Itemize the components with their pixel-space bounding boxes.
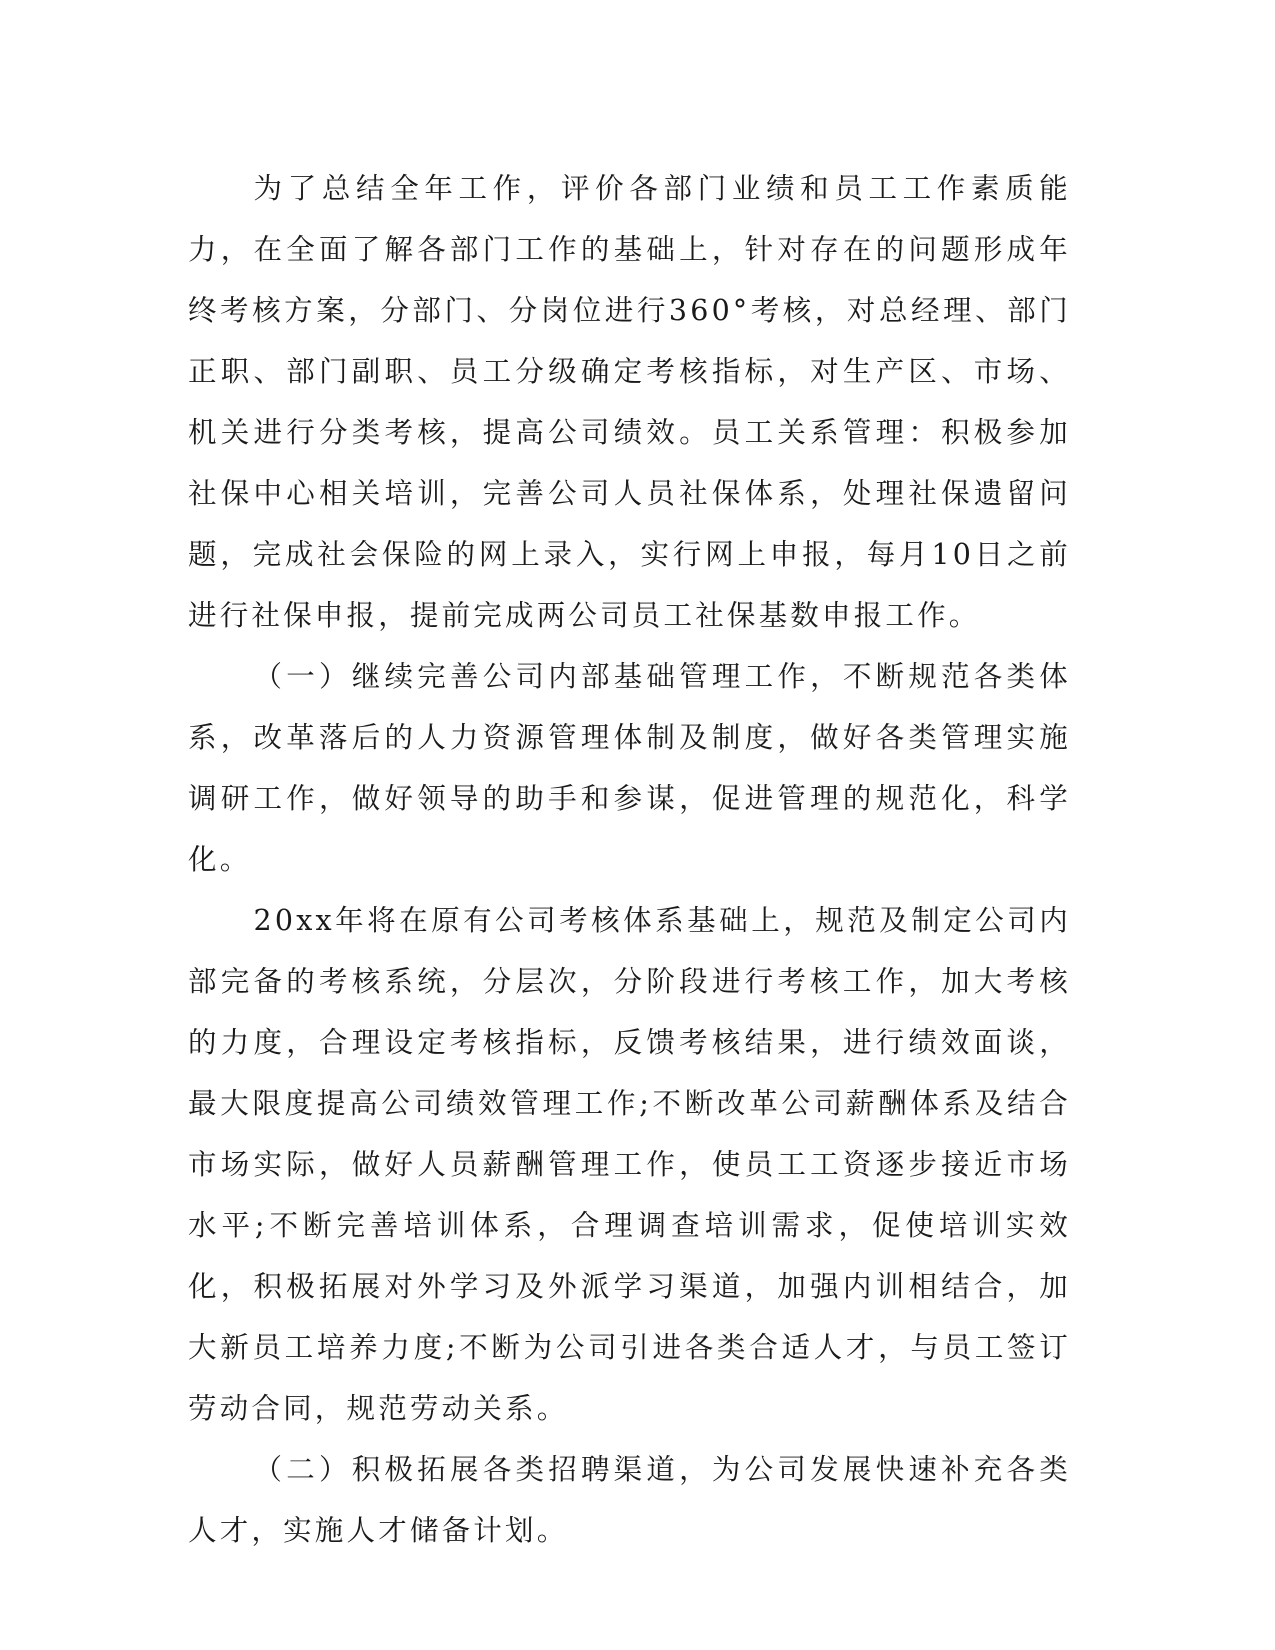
paragraph-section-one: （一）继续完善公司内部基础管理工作，不断规范各类体系，改革落后的人力资源管理体制及制度，做好各类管理实施调研工作，做好领导的助手和参谋，促进管理的规范化，科学化。 bbox=[188, 660, 1071, 876]
paragraph-section-two: （二）积极拓展各类招聘渠道，为公司发展快速补充各类人才，实施人才储备计划。 bbox=[188, 1453, 1071, 1547]
paragraph-assessment-plan: 20xx年将在原有公司考核体系基础上，规范及制定公司内部完备的考核系统，分层次，分阶段进行考核工作，加大考核的力度，合理设定考核指标，反馈考核结果，进行绩效面谈，最大限度提高公司绩效管理工作;不断改革公司薪酬体系及结合市场实际，做好人员薪酬管理工作，使员工工资逐步接近市场水平;不断完善培训体系，合理调查培训需求，促使培训实效化，积极拓展对外学习及外派学习渠道，加强内训相结合，加大新员工培养力度;不断为公司引进各类合适人才，与员工签订劳动合同，规范劳动关系。 bbox=[188, 904, 1071, 1425]
document-body bbox=[188, 158, 1071, 1561]
paragraph-performance-review: 为了总结全年工作，评价各部门业绩和员工工作素质能力，在全面了解各部门工作的基础上，针对存在的问题形成年终考核方案，分部门、分岗位进行360°考核，对总经理、部门正职、部门副职、员工分级确定考核指标，对生产区、市场、机关进行分类考核，提高公司绩效。员工关系管理：积极参加社保中心相关培训，完善公司人员社保体系，处理社保遗留问题，完成社会保险的网上录入，实行网上申报，每月10日之前进行社保申报，提前完成两公司员工社保基数申报工作。 bbox=[188, 172, 1071, 632]
